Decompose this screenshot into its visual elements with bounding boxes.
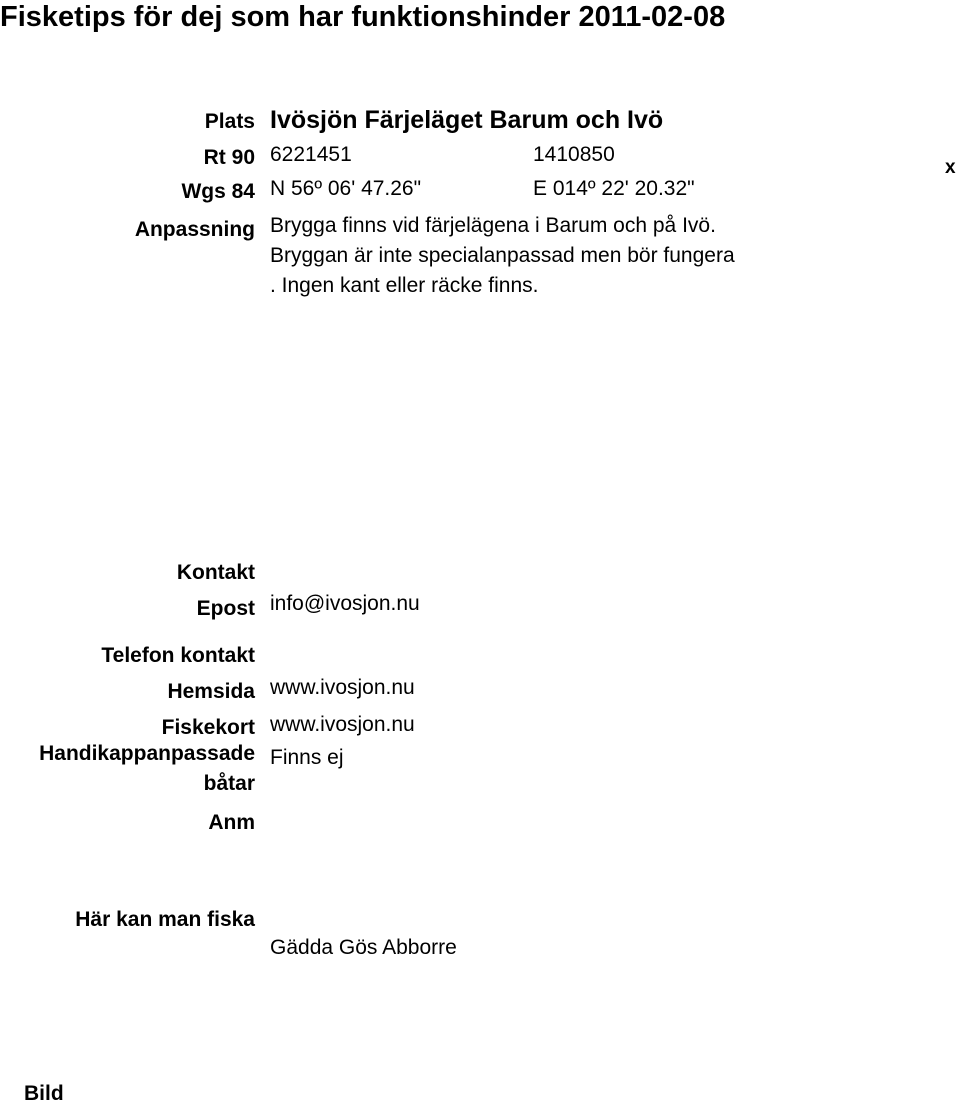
wgs84-east: E 014º 22' 20.32" [533,177,695,200]
hemsida-label: Hemsida [167,680,255,703]
bild-label: Bild [24,1082,64,1105]
rt90-east: 1410850 [533,143,615,166]
wgs84-label: Wgs 84 [181,180,255,203]
fiskekort-link[interactable]: www.ivosjon.nu [270,713,415,736]
fiska-value: Gädda Gös Abborre [270,936,457,959]
handikapp-label: Handikappanpassade båtar [39,742,255,796]
page-title: Fisketips för dej som har funktionshinder 2011-02-08 [0,1,726,33]
corner-mark: x [945,157,956,178]
anm-label: Anm [208,811,255,834]
anpassning-label: Anpassning [134,218,255,241]
plats-value: Ivösjön Färjeläget Barum och Ivö [270,106,664,134]
hemsida-link[interactable]: www.ivosjon.nu [270,676,415,699]
epost-value[interactable]: info@ivosjon.nu [270,592,420,615]
telefon-label: Telefon kontakt [101,644,255,667]
fiska-label: Här kan man fiska [75,908,255,931]
epost-label: Epost [196,597,255,620]
fiskekort-label: Fiskekort [161,716,255,739]
rt90-label: Rt 90 [203,146,255,169]
handikapp-value: Finns ej [270,746,344,769]
rt90-north: 6221451 [270,143,352,166]
kontakt-label: Kontakt [176,561,255,584]
wgs84-north: N 56º 06' 47.26" [270,177,422,200]
plats-label: Plats [204,110,255,133]
anpassning-text: Brygga finns vid färjelägena i Barum och på Ivö. Bryggan är inte specialanpassad men bör fungera . Ingen kant eller räcke finns. [270,214,735,297]
